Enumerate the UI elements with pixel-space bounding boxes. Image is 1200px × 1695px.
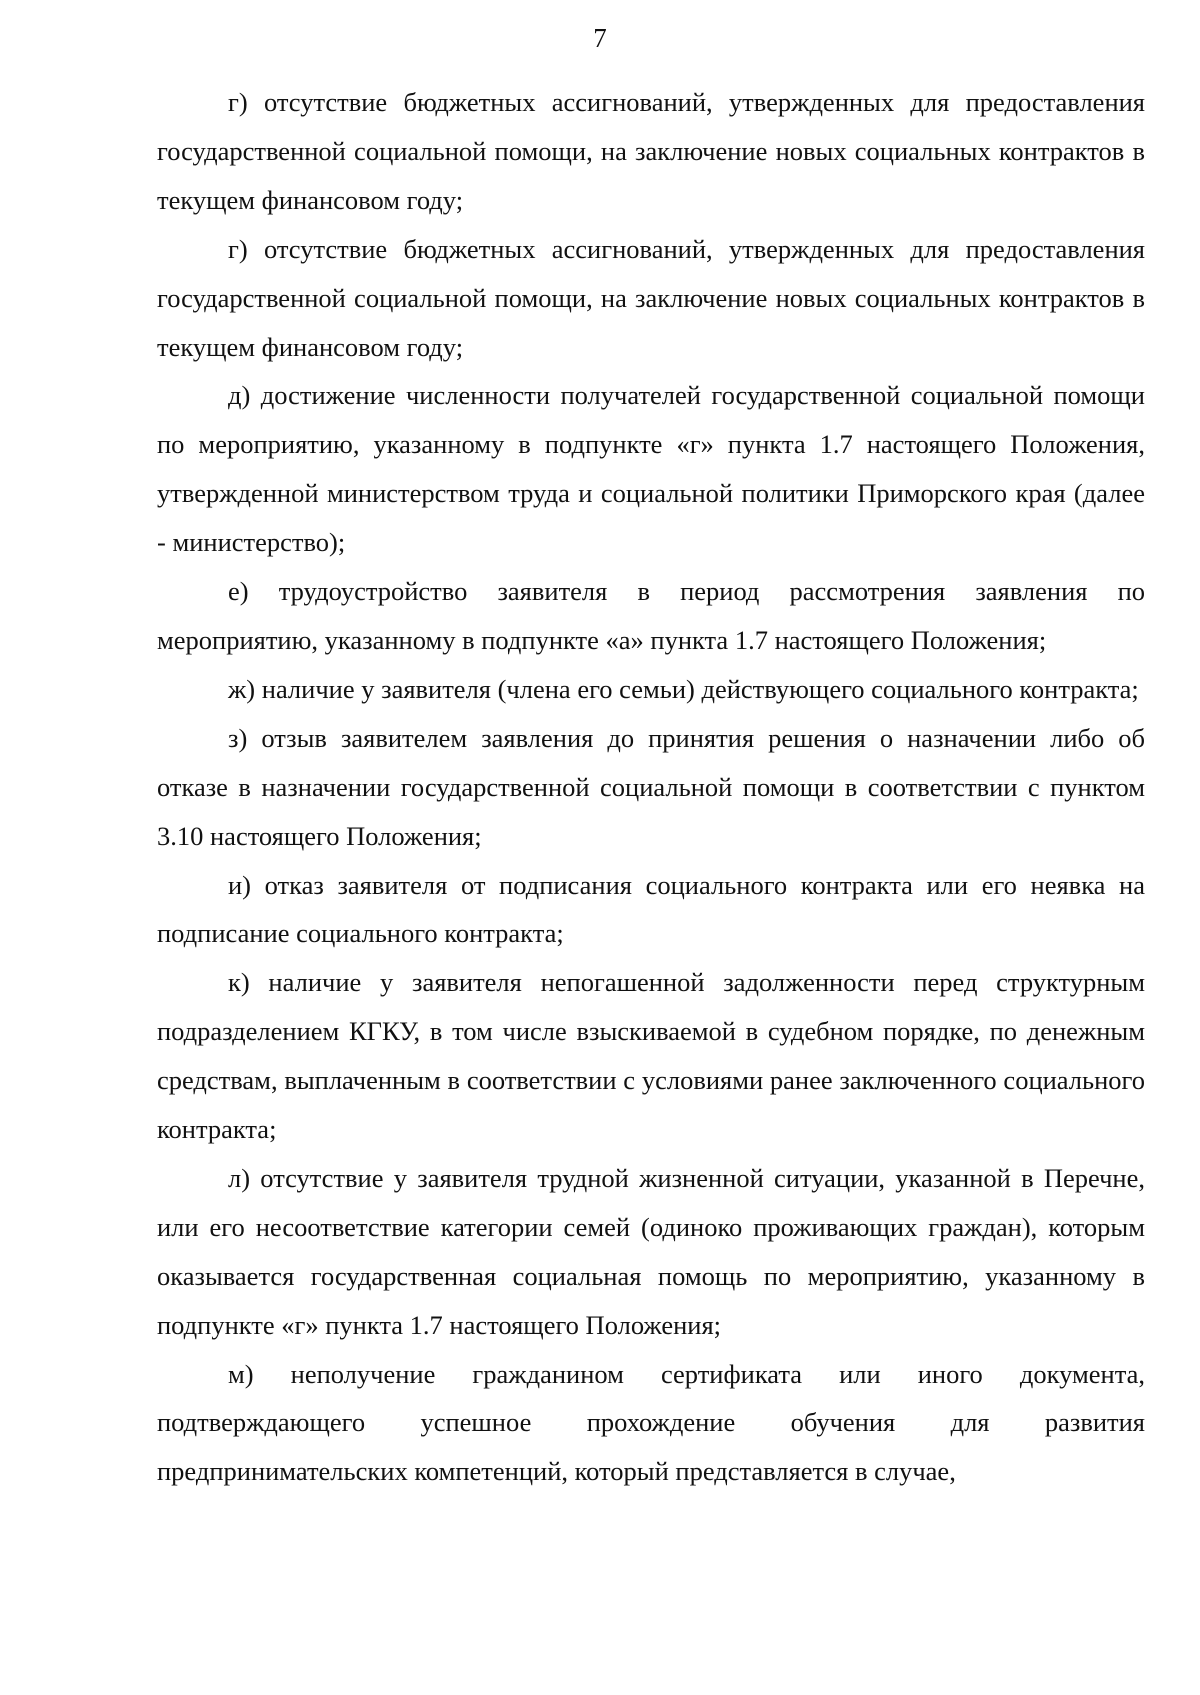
paragraph-i: и) отказ заявителя от подписания социального контракта или его неявка на подписание социального контракта; [157, 869, 1145, 949]
paragraph-zh: ж) наличие у заявителя (члена его семьи) действующего социального контракта; [228, 673, 1139, 704]
paragraph-g-2: г) отсутствие бюджетных ассигнований, утвержденных для предоставления государственной социальной помощи, на заключение новых социальных контрактов в текущем финансовом году; [157, 233, 1145, 362]
paragraph-k: к) наличие у заявителя непогашенной задолженности перед структурным подразделением КГКУ, в том числе взыскиваемой в судебном порядке, по денежным средствам, выплаченным в соответствии с условиями ранее заключенного социального контракта; [157, 967, 1145, 1145]
paragraph-e: е) трудоустройство заявителя в период рассмотрения заявления по мероприятию, указанному в подпункте «а» пункта 1.7 настоящего Положения; [157, 576, 1145, 655]
document-body [157, 78, 1145, 1496]
paragraph-l: л) отсутствие у заявителя трудной жизненной ситуации, указанной в Перечне, или его несоответствие категории семей (одиноко проживающих граждан), которым оказывается государственная социальная помощь по мероприятию, указанному в подпункте «г» пункта 1.7 настоящего Положения; [157, 1162, 1145, 1340]
paragraph-d: д) достижение численности получателей государственной социальной помощи по мероприятию, указанному в подпункте «г» пункта 1.7 настоящего Положения, утвержденной министерством труда и социальной политики Приморского края (далее - министерство); [157, 380, 1145, 558]
page-number: 7 [593, 23, 607, 53]
paragraph-g-1: г) отсутствие бюджетных ассигнований, утвержденных для предоставления государственной социальной помощи, на заключение новых социальных контрактов в текущем финансовом году; [157, 87, 1145, 215]
paragraph-m: м) неполучение гражданином сертификата или иного документа, подтверждающего успешное прохождение обучения для развития предпринимательских компетенций, который представляется в случае, [157, 1358, 1145, 1487]
paragraph-z: з) отзыв заявителем заявления до принятия решения о назначении либо об отказе в назначении государственной социальной помощи в соответствии с пунктом 3.10 настоящего Положения; [157, 722, 1145, 851]
